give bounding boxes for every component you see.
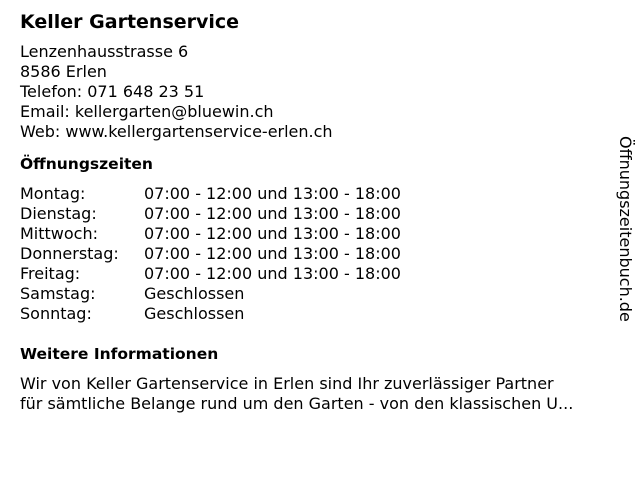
info-line-2: für sämtliche Belange rund um den Garten - von den klassischen U... (20, 394, 574, 413)
hours-time: Geschlossen (144, 304, 245, 323)
business-listing (20, 10, 620, 414)
opening-hours-table (20, 184, 620, 324)
hours-time: 07:00 - 12:00 und 13:00 - 18:00 (144, 264, 401, 283)
hours-row-wednesday (20, 224, 620, 244)
address-city: 8586 Erlen (20, 62, 107, 81)
email-line: Email: kellergarten@bluewin.ch (20, 102, 274, 121)
hours-day: Samstag: (20, 284, 96, 303)
hours-row-friday (20, 264, 620, 284)
business-name: Keller Gartenservice (20, 11, 240, 33)
hours-time: 07:00 - 12:00 und 13:00 - 18:00 (144, 204, 401, 223)
address-street: Lenzenhausstrasse 6 (20, 42, 189, 61)
hours-day: Mittwoch: (20, 224, 98, 243)
hours-day: Montag: (20, 184, 86, 203)
hours-day: Freitag: (20, 264, 81, 283)
phone-line: Telefon: 071 648 23 51 (20, 82, 205, 101)
hours-row-thursday (20, 244, 620, 264)
hours-time: 07:00 - 12:00 und 13:00 - 18:00 (144, 184, 401, 203)
hours-day: Donnerstag: (20, 244, 119, 263)
site-watermark-label: Öffnungszeitenbuch.de (616, 136, 635, 322)
hours-time: 07:00 - 12:00 und 13:00 - 18:00 (144, 244, 401, 263)
hours-row-monday (20, 184, 620, 204)
further-info-heading: Weitere Informationen (20, 345, 219, 363)
hours-row-tuesday (20, 204, 620, 224)
web-line: Web: www.kellergartenservice-erlen.ch (20, 122, 333, 141)
hours-row-saturday (20, 284, 620, 304)
hours-time: 07:00 - 12:00 und 13:00 - 18:00 (144, 224, 401, 243)
hours-time: Geschlossen (144, 284, 245, 303)
info-line-1: Wir von Keller Gartenservice in Erlen sind Ihr zuverlässiger Partner (20, 374, 554, 393)
hours-row-sunday (20, 304, 620, 324)
opening-hours-heading: Öffnungszeiten (20, 155, 153, 173)
contact-block (20, 42, 620, 142)
further-info-text (20, 374, 620, 414)
hours-day: Sonntag: (20, 304, 92, 323)
hours-day: Dienstag: (20, 204, 97, 223)
